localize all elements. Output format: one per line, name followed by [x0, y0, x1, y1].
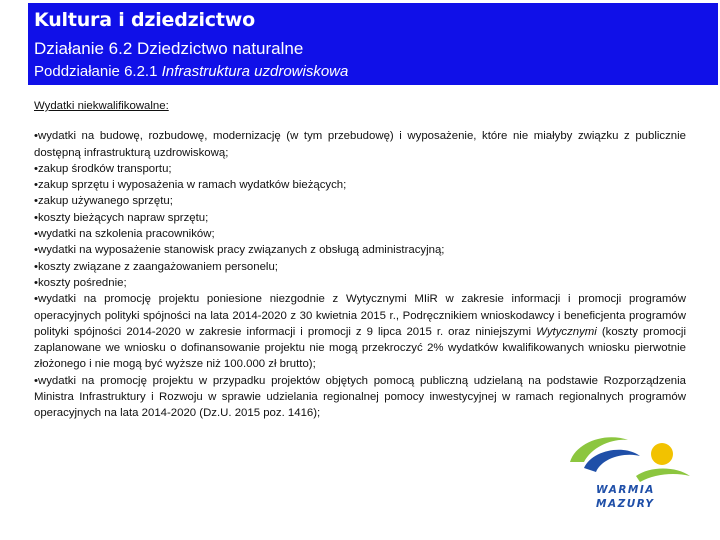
slide-content — [34, 98, 686, 422]
logo-text-warmia: WARMIA — [596, 484, 655, 496]
list-item: •wydatki na promocję projektu w przypadku projektów objętych pomocą publiczną udzielaną na podstawie Rozporządzenia Ministra Infrastruktury i Rozwoju w sprawie udzielania regionalnej pomocy inwestycyjnej w ramach regionalnych programów operacyjnych na lata 2014-2020 (Dz.U. 2015 poz. 1416); — [34, 374, 686, 420]
list-item: •wydatki na budowę, rozbudowę, modernizację (w tym przebudowę) i wyposażenie, które nie miałyby związku z publicznie dostępną infrastrukturą uzdrowiskową; — [34, 130, 686, 159]
promo-text-before: •wydatki na promocję projektu poniesione niezgodnie z Wytycznymi MIiR w zakresie informacji i promocji programów operacyjnych polityki spójności na lata 2014-2020 z 30 kwietnia 2015 r., Podręcznikiem wnioskodawcy i beneficjenta programów polityki spójności 2014-2020 w zakresie informacji i promocji z 9 lipca 2015 r. oraz niniejszymi — [34, 293, 686, 338]
logo-text-mazury: MAZURY — [596, 498, 655, 510]
slide-header — [28, 3, 718, 85]
slide-subsubtitle — [34, 63, 348, 80]
promo-text-after: (koszty promocji zaplanowane we wniosku o dofinansowanie projektu nie mogą przekroczyć 2% wydatków kwalifikowanych wniosku pierwotnie złożonego i nie mogą być wyższe niż 100.000 zł brutto); — [34, 325, 686, 371]
list-item: •zakup sprzętu i wyposażenia w ramach wydatków bieżących; — [34, 179, 347, 192]
slide-subtitle: Działanie 6.2 Dziedzictwo naturalne — [34, 39, 304, 58]
warmia-mazury-logo — [566, 432, 696, 528]
section-label: Wydatki niekwalifikowalne: — [34, 100, 169, 112]
list-item: •zakup używanego sprzętu; — [34, 195, 173, 208]
logo-blue-swoosh — [584, 450, 640, 472]
list-item: •zakup środków transportu; — [34, 162, 172, 175]
list-item-promo — [34, 291, 686, 372]
list-item: •koszty związane z zaangażowaniem personelu; — [34, 260, 278, 273]
expense-list — [34, 128, 686, 421]
subsubtitle-prefix: Poddziałanie 6.2.1 — [34, 63, 162, 80]
promo-text-italic: Wytycznymi — [536, 325, 597, 338]
slide-title: Kultura i dziedzictwo — [34, 9, 255, 31]
list-item: •koszty pośrednie; — [34, 276, 127, 289]
list-item: •wydatki na szkolenia pracowników; — [34, 228, 215, 241]
subsubtitle-italic: Infrastruktura uzdrowiskowa — [161, 63, 349, 80]
logo-sun — [651, 443, 673, 465]
list-item: •koszty bieżących napraw sprzętu; — [34, 211, 209, 224]
list-item: •wydatki na wyposażenie stanowisk pracy związanych z obsługą administracyjną; — [34, 244, 445, 257]
logo-green-wave — [636, 469, 690, 483]
